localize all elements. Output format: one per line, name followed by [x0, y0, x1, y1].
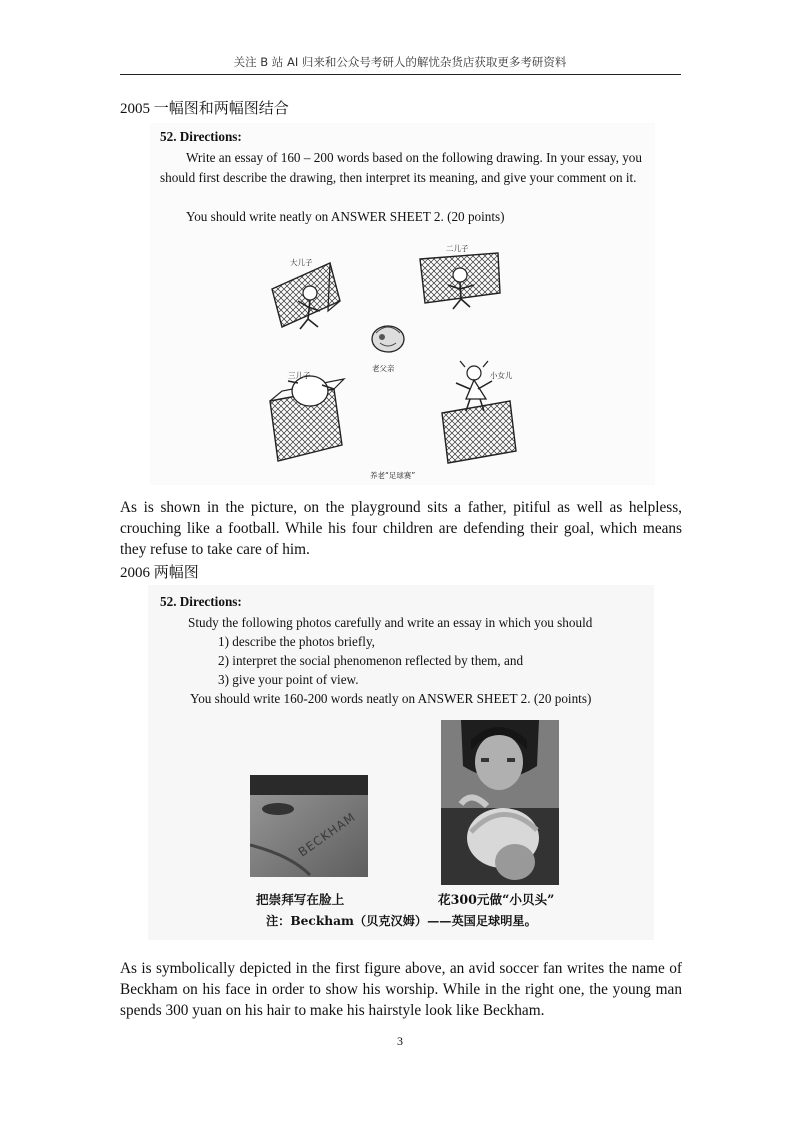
photo-right-caption: 花300元做“小贝头” [438, 892, 555, 907]
exam-scan-2006 [148, 585, 654, 940]
drawing-caption: 养老“足球赛” [370, 471, 416, 480]
goal-third-son [270, 376, 344, 461]
exam-scan-2005 [150, 123, 655, 485]
answer-sheet-note: You should write neatly on ANSWER SHEET 2. (20 points) [186, 209, 505, 224]
directions-intro: Study the following photos carefully and write an essay in which you should [188, 615, 593, 630]
photo-face-writing [250, 775, 368, 877]
label-eldest-son: 大儿子 [290, 258, 313, 267]
directions-heading: 52. Directions: [160, 594, 242, 609]
page-number: 3 [397, 1034, 403, 1048]
paragraph-2005: As is shown in the picture, on the playground sits a father, pitiful as well as helpless, crouching like a football. While his four children are defending their goal, which means they refuse to take care of him. [120, 499, 682, 558]
directions-item-2: 2) interpret the social phenomenon reflected by them, and [218, 653, 524, 668]
old-father [372, 326, 404, 352]
section-title-2005: 2005 一幅图和两幅图结合 [120, 101, 289, 117]
label-third-son: 三儿子 [288, 371, 311, 380]
label-youngest-daughter: 小女儿 [490, 371, 513, 380]
directions-item-1: 1) describe the photos briefly, [218, 634, 375, 649]
pension-football-drawing [260, 241, 560, 481]
photo-note: 注：Beckham（贝克汉姆）——英国足球明星。 [266, 914, 537, 928]
page-header: 关注 B 站 AI 归来和公众号考研人的解忧杂货店获取更多考研资料 [233, 55, 567, 69]
section-title-2006: 2006 两幅图 [120, 565, 199, 581]
label-old-father: 老父亲 [372, 364, 395, 373]
cheek-writing: BECKHAM [295, 809, 359, 860]
paragraph-2006: As is symbolically depicted in the first figure above, an avid soccer fan writes the name of Beckham on his face in order to show his worship. While in the right one, the young man spends 300 yuan on his hair to make his hairstyle look like Beckham. [120, 960, 682, 1019]
directions-body: Write an essay of 160 – 200 words based on the following drawing. In your essay, you should first describe the drawing, then interpret its meaning, and give your comment on it. [160, 150, 642, 185]
directions-item-3: 3) give your point of view. [218, 672, 359, 687]
directions-heading: 52. Directions: [160, 129, 242, 144]
answer-sheet-note: You should write 160-200 words neatly on ANSWER SHEET 2. (20 points) [190, 691, 592, 706]
photo-left-caption: 把崇拜写在脸上 [256, 892, 345, 907]
header-rule [120, 74, 681, 75]
goal-second-son [420, 253, 500, 309]
label-second-son: 二儿子 [446, 244, 469, 253]
photo-hairstyle [441, 720, 559, 885]
goal-eldest-son [272, 263, 340, 329]
